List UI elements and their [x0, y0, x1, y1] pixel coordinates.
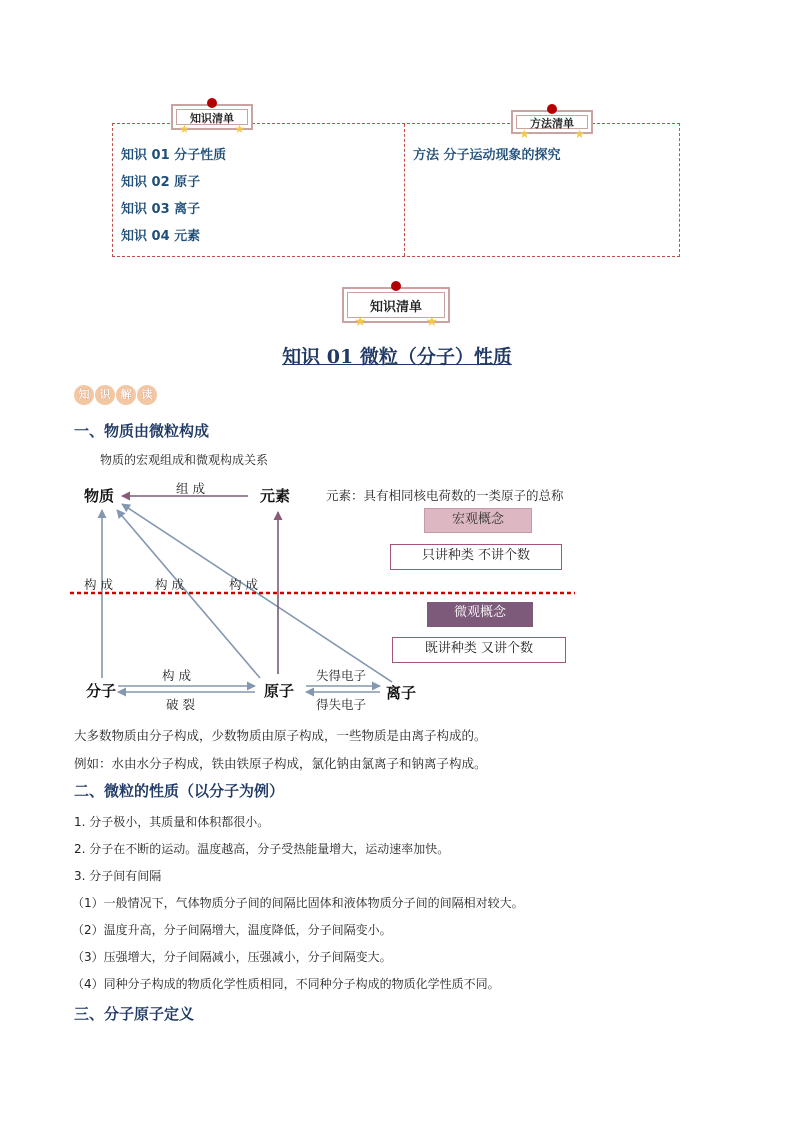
point-1: 1. 分子极小，其质量和体积都很小。: [74, 815, 270, 829]
knowledge-item-3[interactable]: 知识 03 离子: [121, 202, 201, 217]
label-compose: 组 成: [176, 481, 205, 496]
label-gain-lose-electron: 得失电子: [316, 697, 367, 712]
star-icon: ★: [574, 127, 585, 141]
page-title: 知识 01 微粒（分子）性质: [282, 346, 512, 368]
micro-concept-box: 微观概念: [427, 602, 533, 627]
paragraph-1: 大多数物质由分子构成，少数物质由原子构成，一些物质是由离子构成的。: [74, 728, 487, 743]
badge-char: 解: [116, 385, 136, 405]
node-molecule: 分子: [86, 682, 117, 700]
star-icon: ★: [354, 314, 367, 330]
macro-concept-box: 宏观概念: [424, 508, 532, 533]
badge-char: 读: [137, 385, 157, 405]
pin-icon: [547, 104, 557, 114]
node-atom: 原子: [264, 682, 295, 700]
method-item-1[interactable]: 方法 分子运动现象的探究: [413, 148, 561, 163]
label-constitute: 构 成: [229, 577, 258, 592]
star-icon: ★: [179, 122, 190, 136]
knowledge-list: [121, 146, 226, 254]
method-list-tag: [511, 110, 593, 141]
knowledge-list-tag: [171, 104, 253, 136]
label-lose-gain-electron: 失得电子: [316, 668, 367, 683]
section-tag-label: 知识清单: [369, 300, 422, 315]
pin-icon: [207, 98, 217, 108]
method-list: [413, 146, 561, 173]
point-2: 2. 分子在不断的运动。温度越高，分子受热能量增大，运动速率加快。: [74, 842, 450, 856]
node-substance: 物质: [84, 487, 115, 505]
method-tag-label: 方法清单: [530, 117, 574, 130]
summary-divider: [404, 124, 405, 256]
summary-box: [112, 123, 680, 257]
heading-section-3: 三、分子原子定义: [74, 1005, 195, 1023]
badge-char: 识: [95, 385, 115, 405]
heading-section-1: 一、物质由微粒构成: [74, 422, 210, 440]
knowledge-tag-label: 知识清单: [190, 112, 234, 125]
label-constitute-bottom: 构 成: [162, 668, 191, 683]
macro-note-box: 只讲种类 不讲个数: [390, 544, 562, 570]
star-icon: ★: [425, 314, 438, 330]
subpoint-1: （1）一般情况下，气体物质分子间的间隔比固体和液体物质分子间的间隔相对较大。: [72, 896, 524, 910]
subpoint-3: （3）压强增大，分子间隔减小，压强减小，分子间隔变大。: [72, 950, 392, 964]
knowledge-item-1[interactable]: 知识 01 分子性质: [121, 148, 227, 163]
micro-note-box: 既讲种类 又讲个数: [392, 637, 566, 663]
knowledge-item-2[interactable]: 知识 02 原子: [121, 175, 201, 190]
paragraph-2: 例如：水由水分子构成，铁由铁原子构成，氯化钠由氯离子和钠离子构成。: [74, 756, 487, 771]
node-element: 元素: [260, 487, 291, 505]
label-split: 破 裂: [166, 697, 195, 712]
star-icon: ★: [234, 122, 245, 136]
label-constitute: 构 成: [155, 577, 184, 592]
badge-char: 知: [74, 385, 94, 405]
point-3: 3. 分子间有间隔: [74, 869, 162, 883]
heading-section-2: 二、微粒的性质（以分子为例）: [74, 782, 285, 800]
knowledge-item-4[interactable]: 知识 04 元素: [121, 229, 201, 244]
reading-badge: [74, 385, 158, 405]
subpoint-4: （4）同种分子构成的物质化学性质相同，不同种分子构成的物质化学性质不同。: [72, 977, 500, 991]
pin-icon: [391, 281, 401, 291]
element-definition: 元素：具有相同核电荷数的一类原子的总称: [326, 488, 564, 503]
star-icon: ★: [519, 127, 530, 141]
label-constitute: 构 成: [84, 577, 113, 592]
diagram-caption: 物质的宏观组成和微观构成关系: [100, 453, 269, 467]
subpoint-2: （2）温度升高，分子间隔增大，温度降低，分子间隔变小。: [72, 923, 392, 937]
section-tag: [342, 287, 450, 330]
particle-diagram: [70, 450, 600, 715]
node-ion: 离子: [386, 684, 417, 702]
